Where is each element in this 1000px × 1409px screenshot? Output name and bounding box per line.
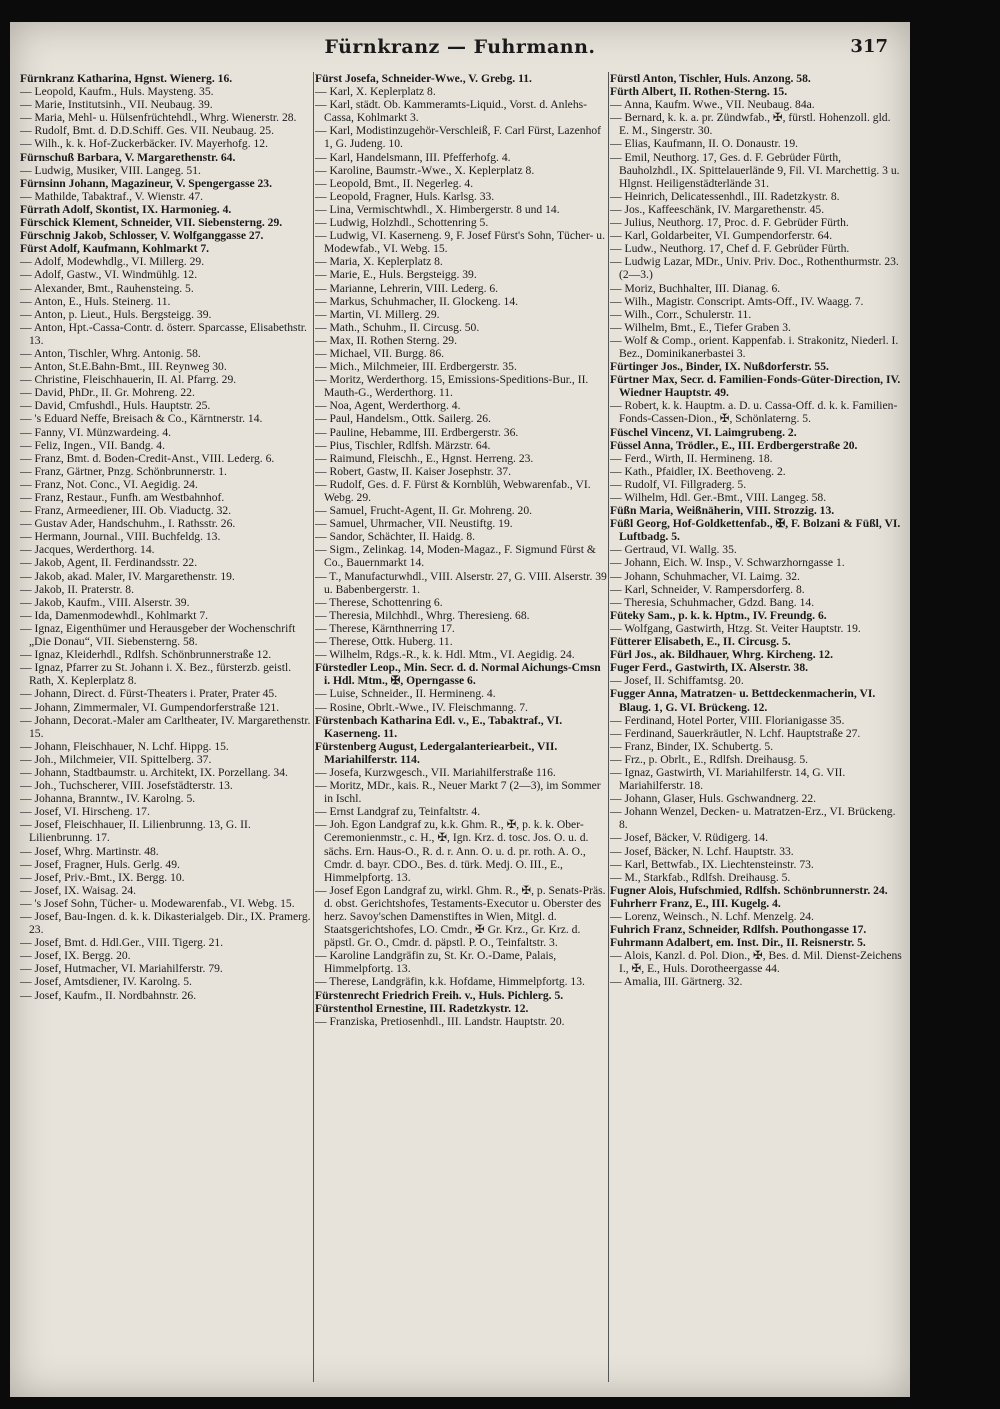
directory-entry: — Therese, Ottk. Huberg. 11. [315, 635, 453, 649]
directory-entry: Fürtinger Jos., Binder, IX. Nußdorferstr. 55. [610, 360, 829, 374]
directory-entry: — Josef, VI. Hirscheng. 17. [20, 805, 150, 819]
directory-entry: Fuhrmann Adalbert, em. Inst. Dir., II. Reisnerstr. 5. [610, 936, 866, 950]
column-divider [608, 72, 609, 1382]
directory-entry: — Johann, Eich. W. Insp., V. Schwarzhorngasse 1. [610, 556, 845, 570]
directory-entry: — Karoline, Baumstr.-Wwe., X. Keplerplatz 8. [315, 163, 535, 177]
directory-entry: Fürst Adolf, Kaufmann, Kohlmarkt 7. [20, 242, 210, 256]
directory-entry: — Wilh., k. k. Hof-Zuckerbäcker. IV. Mayerhofg. 12. [20, 137, 268, 151]
directory-entry: — Josef, IX. Waisag. 24. [20, 883, 137, 897]
directory-entry: — Theresia, Milchhdl., Whrg. Theresieng. 68. [315, 608, 530, 622]
directory-entry: — Mich., Milchmeier, III. Erdbergerstr. 35. [315, 360, 517, 374]
directory-entry: Fürth Albert, II. Rothen-Sterng. 15. [610, 85, 788, 99]
page-header [10, 36, 910, 64]
directory-entry: — Christine, Fleischhauerin, II. Al. Pfarrg. 29. [20, 373, 237, 387]
directory-entry: — Marianne, Lehrerin, VIII. Lederg. 6. [315, 281, 499, 295]
directory-entry: — Johann, Fleischhauer, N. Lchf. Hippg. 15. [20, 739, 229, 753]
directory-entry: — Markus, Schuhmacher, II. Glockeng. 14. [315, 294, 519, 308]
directory-entry: — Josef, Whrg. Martinstr. 48. [20, 844, 159, 858]
directory-entry: — Martin, VI. Millerg. 29. [315, 307, 440, 321]
directory-entry: Fürl Jos., ak. Bildhauer, Whrg. Kircheng. 12. [610, 648, 833, 662]
directory-entry: — Anton, p. Lieut., Huls. Bergsteigg. 39. [20, 307, 212, 321]
directory-entry: — Marie, E., Huls. Bergsteigg. 39. [315, 268, 477, 282]
directory-entry: — Rudolf, Bmt. d. D.D.Schiff. Ges. VII. Neubaug. 25. [20, 124, 274, 138]
directory-entry: — Karl, X. Keplerplatz 8. [315, 85, 436, 99]
directory-entry: — 's Eduard Neffe, Breisach & Co., Kärntnerstr. 14. [20, 412, 263, 426]
directory-entry: — Kath., Pfaidler, IX. Beethoveng. 2. [610, 464, 786, 478]
directory-entry: — Wilh., Magistr. Conscript. Amts-Off., IV. Waagg. 7. [610, 294, 864, 308]
running-head: Fürnkranz — Fuhrmann. [324, 36, 596, 58]
directory-entry: — Wolf & Comp., orient. Kappenfab. i. Strakonitz, Niederl. I. Bez., Dominikanerbastei 3. [610, 333, 899, 360]
directory-entry: — Pius, Tischler, Rdlfsh. Märzstr. 64. [315, 438, 491, 452]
directory-entry: — Karl, Goldarbeiter, VI. Gumpendorferstr. 64. [610, 229, 833, 243]
directory-entry: — Ferdinand, Sauerkräutler, N. Lchf. Hauptstraße 27. [610, 726, 861, 740]
directory-entry: — Marie, Institutsinh., VII. Neubaug. 39. [20, 98, 213, 112]
directory-entry: — Josef, Fleischhauer, II. Lilienbrunng. 13, G. II. Lilienbrunng. 17. [20, 818, 251, 845]
directory-entry: — Sigm., Zelinkag. 14, Moden-Magaz., F. Sigmund Fürst & Co., Bauernmarkt 14. [315, 543, 596, 570]
directory-entry: — Johann, Decorat.-Maler am Carltheater, IV. Margarethenstr. 15. [20, 713, 311, 740]
directory-entry: — Leopold, Bmt., II. Negerleg. 4. [315, 176, 474, 190]
directory-page [10, 22, 910, 1397]
directory-entry: Fuhrich Franz, Schneider, Rdlfsh. Pouthongasse 17. [610, 923, 867, 937]
directory-entry: — Ludwig, VI. Kaserneng. 9, F. Josef Fürst's Sohn, Tücher- u. Modewfab., VI. Webg. 15. [315, 229, 605, 256]
directory-entry: — Johann, Zimmermaler, VI. Gumpendorferstraße 121. [20, 700, 280, 714]
directory-entry: — Alexander, Bmt., Rauhensteing. 5. [20, 281, 194, 295]
directory-entry: — Alois, Kanzl. d. Pol. Dion., ✠, Bes. d. Mil. Dienst-Zeichens I., ✠, E., Huls. Dorotheergasse 44. [610, 949, 902, 976]
directory-entry: — Adolf, Modewhdlg., VI. Millerg. 29. [20, 255, 205, 269]
column-2 [315, 72, 608, 1382]
directory-entry: — Moritz, MDr., kais. R., Neuer Markt 7 (2—3), im Sommer in Ischl. [315, 779, 601, 806]
directory-entry: — Rudolf, VI. Fillgraderg. 5. [610, 477, 747, 491]
directory-entry: Füssel Anna, Trödler., E., III. Erdbergerstraße 20. [610, 438, 858, 452]
directory-entry: — Therese, Schottenring 6. [315, 595, 443, 609]
directory-entry: Füteky Sam., p. k. k. Hptm., IV. Freundg. 6. [610, 608, 827, 622]
directory-entry: Fürnschuß Barbara, V. Margarethenstr. 64. [20, 150, 236, 164]
directory-entry: — Johann, Stadtbaumstr. u. Architekt, IX. Porzellang. 34. [20, 765, 288, 779]
directory-entry: — 's Josef Sohn, Tücher- u. Modewarenfab., VI. Webg. 15. [20, 896, 295, 910]
directory-entry: — Elias, Kaufmann, II. O. Donaustr. 19. [610, 137, 799, 151]
directory-entry: — Paul, Handelsm., Ottk. Sailerg. 26. [315, 412, 491, 426]
directory-entry: — Ignaz, Pfarrer zu St. Johann i. X. Bez., fürsterzb. geistl. Rath, X. Keplerplatz 8. [20, 661, 292, 688]
directory-entry: — Robert, k. k. Hauptm. a. D. u. Cassa-Off. d. k. k. Familien-Fonds-Cassen-Dion., ✠, Schönlaterng. 5. [610, 399, 898, 426]
directory-entry: Fürschnig Jakob, Schlosser, V. Wolfganggasse 27. [20, 229, 264, 243]
directory-entry: Fürstenrecht Friedrich Freih. v., Huls. Pichlerg. 5. [315, 988, 564, 1002]
directory-entry: — Gustav Ader, Handschuhm., I. Rathsstr. 26. [20, 517, 236, 531]
directory-entry: — Franz, Armeediener, III. Ob. Viaductg. 32. [20, 504, 232, 518]
directory-entry: — Karl, städt. Ob. Kammeramts-Liquid., Vorst. d. Anlehs-Cassa, Kohlmarkt 3. [315, 98, 587, 125]
directory-entry: — David, Cmfushdl., Huls. Hauptstr. 25. [20, 399, 211, 413]
directory-entry: — Therese, Landgräfin, k.k. Hofdame, Himmelpfortg. 13. [315, 975, 585, 989]
directory-entry: — Bernard, k. k. a. pr. Zündwfab., ✠, fürstl. Hohenzoll. gld. E. M., Singerstr. 30. [610, 111, 891, 138]
directory-entry: Fürstenberg August, Ledergalanteriearbeit., VII. Mariahilferstr. 114. [315, 739, 558, 766]
directory-entry: Fürstedler Leop., Min. Secr. d. d. Normal Aichungs-Cmsn i. Hdl. Mtm., ✠, Operngasse 6. [315, 661, 601, 688]
directory-entry: Fürstenbach Katharina Edl. v., E., Tabaktraf., VI. Kaserneng. 11. [315, 713, 563, 740]
directory-entry: — M., Starkfab., Rdlfsh. Dreihausg. 5. [610, 870, 791, 884]
directory-entry: Füschel Vincenz, VI. Laimgrubeng. 2. [610, 425, 797, 439]
directory-entry: Füßn Maria, Weißnäherin, VIII. Strozzig. 13. [610, 504, 835, 518]
directory-entry: — Sandor, Schächter, II. Haidg. 8. [315, 530, 476, 544]
directory-entry: — Joh. Egon Landgraf zu, k.k. Ghm. R., ✠, p. k. k. Ober-Ceremonienmstr., c. H., ✠, Ign. Krz. d. tosc. Jos. O. u. d. sächs. Ern. Haus-O., R. d. r. Ann. O. u. d. pr. roth. A. O., Cmdr. d. bayr. CDO., Bes. d. türk. Medj. O. III., E., Himmelpfortg. 13. [315, 818, 589, 884]
column-1 [20, 72, 313, 1382]
directory-entry: — Josef, Kaufm., II. Nordbahnstr. 26. [20, 988, 197, 1002]
directory-entry: — Franz, Binder, IX. Schubertg. 5. [610, 739, 774, 753]
directory-entry: — Johann, Direct. d. Fürst-Theaters i. Prater, Prater 45. [20, 687, 278, 701]
directory-entry: Füßl Georg, Hof-Goldkettenfab., ✠, F. Bolzani & Füßl, VI. Luftbadg. 5. [610, 517, 901, 544]
directory-entry: — Jakob, Kaufm., VIII. Alserstr. 39. [20, 595, 190, 609]
directory-entry: Fugger Anna, Matratzen- u. Bettdeckenmacherin, VI. Blaug. 1, G. VI. Brückeng. 12. [610, 687, 876, 714]
directory-entry: — Wolfgang, Gastwirth, Htzg. St. Veiter Hauptstr. 19. [610, 621, 861, 635]
directory-entry: Fuger Ferd., Gastwirth, IX. Alserstr. 38. [610, 661, 809, 675]
directory-entry: Fürtner Max, Secr. d. Familien-Fonds-Güter-Direction, IV. Wiedner Hauptstr. 49. [610, 373, 901, 400]
directory-entry: — Jos., Kaffeeschänk, IV. Margarethenstr. 45. [610, 202, 825, 216]
directory-entry: — Ignaz, Gastwirth, VI. Mariahilferstr. 14, G. VII. Mariahilferstr. 18. [610, 765, 846, 793]
directory-entry: — Josef, Bäcker, V. Rüdigerg. 14. [610, 831, 768, 845]
directory-entry: — Fanny, VI. Münzwardeing. 4. [20, 425, 172, 439]
directory-entry: — Joh., Tuchscherer, VIII. Josefstädterstr. 13. [20, 779, 233, 793]
directory-entry: — Jakob, II. Praterstr. 8. [20, 582, 134, 596]
directory-entry: — Wilh., Corr., Schulerstr. 11. [610, 307, 752, 321]
directory-entry: — Ferd., Wirth, II. Hermineng. 18. [610, 451, 773, 465]
directory-entry: — Josef, Amtsdiener, IV. Karolng. 5. [20, 975, 192, 989]
directory-entry: — Moriz, Buchhalter, III. Dianag. 6. [610, 281, 781, 295]
directory-entry: — Karoline Landgräfin zu, St. Kr. O.-Dame, Palais, Himmelpfortg. 13. [315, 949, 557, 976]
directory-entry: Fürst Josefa, Schneider-Wwe., V. Grebg. 11. [315, 72, 532, 85]
directory-entry: — Pauline, Hebamme, III. Erdbergerstr. 36. [315, 425, 519, 439]
directory-entry: — Anton, St.E.Bahn-Bmt., III. Reynweg 30. [20, 360, 227, 374]
directory-entry: — Ignaz, Eigenthümer und Herausgeber der Wochenschrift „Die Donau“, VII. Siebensterng. 58. [20, 621, 296, 649]
directory-entry: — Lina, Vermischtwhdl., X. Himbergerstr. 8 und 14. [315, 202, 560, 216]
directory-entry: — Josef, Fragner, Huls. Gerlg. 49. [20, 857, 180, 871]
directory-entry: Fürnsinn Johann, Magazineur, V. Spengergasse 23. [20, 176, 272, 190]
directory-entry: — Johanna, Branntw., IV. Karolng. 5. [20, 792, 196, 806]
directory-entry: — Emil, Neuthorg. 17, Ges. d. F. Gebrüder Fürth, Bauholzhdl., IX. Spittelauerlände 9, Fil. VI. Marchettig. 3 u. Hlgnst. Heiligenstädterlände 31. [610, 150, 900, 190]
directory-entry: — Josef, Hutmacher, VI. Mariahilferstr. 79. [20, 962, 223, 976]
directory-entry: — T., Manufacturwhdl., VIII. Alserstr. 27, G. VIII. Alserstr. 39 u. Babenbergerstr. 1. [315, 569, 607, 596]
directory-entry: Fuhrherr Franz, E., III. Kugelg. 4. [610, 896, 781, 910]
page-number: 317 [850, 36, 888, 57]
directory-entry: — Anton, Hpt.-Cassa-Contr. d. österr. Sparcasse, Elisabethstr. 13. [20, 320, 307, 347]
directory-entry: — Ludwig, Holzhdl., Schottenring 5. [315, 216, 489, 230]
directory-entry: — Wilhelm, Bmt., E., Tiefer Graben 3. [610, 320, 791, 334]
directory-entry: — Jacques, Werderthorg. 14. [20, 543, 155, 557]
directory-entry: — Noa, Agent, Werderthorg. 4. [315, 399, 461, 413]
directory-entry: Fürschick Klement, Schneider, VII. Siebensterng. 29. [20, 216, 283, 230]
directory-entry: — Ida, Damenmodewhdl., Kohlmarkt 7. [20, 608, 209, 622]
directory-entry: — Samuel, Frucht-Agent, II. Gr. Mohreng. 20. [315, 504, 533, 518]
directory-entry: — Ignaz, Kleiderhdl., Rdlfsh. Schönbrunnerstraße 12. [20, 648, 272, 662]
directory-entry: — Johann, Glaser, Huls. Gschwandnerg. 22. [610, 792, 817, 806]
directory-entry: — Josef, Bmt. d. Hdl.Ger., VIII. Tigerg. 21. [20, 936, 224, 950]
directory-entry: — Karl, Handelsmann, III. Pfefferhofg. 4. [315, 150, 511, 164]
directory-entry: — Maria, Mehl- u. Hülsenfrüchtehdl., Whrg. Wienerstr. 28. [20, 111, 297, 125]
directory-entry: — Ludw., Neuthorg. 17, Chef d. F. Gebrüder Fürth. [610, 242, 850, 256]
directory-entry: — Samuel, Uhrmacher, VII. Neustiftg. 19. [315, 517, 513, 531]
directory-entry: — Rosine, Obrlt.-Wwe., IV. Fleischmanng. 7. [315, 700, 528, 714]
directory-entry: — Ludwig, Musiker, VIII. Langeg. 51. [20, 163, 201, 177]
directory-entry: — Rudolf, Ges. d. F. Fürst & Kornblüh, Webwarenfab., VI. Webg. 29. [315, 477, 591, 504]
directory-entry: — Ludwig Lazar, MDr., Univ. Priv. Doc., Rothenthurmstr. 23. (2—3.) [610, 255, 899, 282]
directory-entry: — Ferdinand, Hotel Porter, VIII. Florianigasse 35. [610, 713, 845, 727]
directory-entry: — Anton, Tischler, Whrg. Antonig. 58. [20, 346, 201, 360]
directory-columns [20, 72, 900, 1382]
directory-entry: — Karl, Modistinzugehör-Verschleiß, F. Carl Fürst, Lazenhof 1, G. Judeng. 10. [315, 124, 602, 151]
directory-entry: — Franz, Restaur., Funfh. am Westbahnhof. [20, 491, 225, 504]
directory-entry: — Heinrich, Delicatessenhdl., III. Radetzkystr. 8. [610, 189, 840, 203]
directory-entry: — Josef, Priv.-Bmt., IX. Bergg. 10. [20, 870, 185, 884]
directory-entry: — Josef, II. Schiffamtsg. 20. [610, 674, 744, 688]
directory-entry: — Julius, Neuthorg. 17, Proc. d. F. Gebrüder Fürth. [610, 216, 849, 230]
directory-entry: — Leopold, Fragner, Huls. Karlsg. 33. [315, 189, 495, 203]
directory-entry: — Maria, X. Keplerplatz 8. [315, 255, 443, 269]
directory-entry: — Jakob, akad. Maler, IV. Margarethenstr. 19. [20, 569, 235, 583]
directory-entry: — Adolf, Gastw., VI. Windmühlg. 12. [20, 268, 198, 282]
directory-entry: — Josef, IX. Bergg. 20. [20, 949, 131, 963]
directory-entry: — Theresia, Schuhmacher, Gdzd. Bang. 14. [610, 595, 815, 609]
directory-entry: — Karl, Bettwfab., IX. Liechtensteinstr. 73. [610, 857, 814, 871]
directory-entry: Fürstl Anton, Tischler, Huls. Anzong. 58. [610, 72, 811, 85]
directory-entry: — Johann Wenzel, Decken- u. Matratzen-Erz., VI. Brückeng. 8. [610, 805, 896, 832]
directory-entry: — Robert, Gastw, II. Kaiser Josephstr. 37. [315, 464, 511, 478]
directory-entry: — Therese, Kärnthnerring 17. [315, 621, 455, 635]
directory-entry: — Josefa, Kurzwgesch., VII. Mariahilferstraße 116. [315, 765, 556, 779]
directory-entry: Fürstenthol Ernestine, III. Radetzkystr. 12. [315, 1001, 529, 1015]
directory-entry: — Gertraud, VI. Wallg. 35. [610, 543, 737, 557]
directory-entry: — Math., Schuhm., II. Circusg. 50. [315, 320, 480, 334]
directory-entry: — Johann, Schuhmacher, VI. Laimg. 32. [610, 569, 800, 583]
directory-entry: — Franziska, Pretiosenhdl., III. Landstr. Hauptstr. 20. [315, 1014, 565, 1028]
directory-entry: — Raimund, Fleischh., E., Hgnst. Herreng. 23. [315, 451, 534, 465]
directory-entry: — Wilhelm, Rdgs.-R., k. k. Hdl. Mtm., VI. Aegidig. 24. [315, 648, 575, 662]
directory-entry: Fürrath Adolf, Skontist, IX. Harmonieg. 4. [20, 202, 232, 216]
directory-entry: — Feliz, Ingen., VII. Bandg. 4. [20, 438, 166, 452]
directory-entry: — Franz, Bmt. d. Boden-Credit-Anst., VIII. Lederg. 6. [20, 451, 275, 465]
directory-entry: — Joh., Milchmeier, VII. Spittelberg. 37. [20, 752, 212, 766]
directory-entry: — Ernst Landgraf zu, Teinfaltstr. 4. [315, 805, 481, 819]
directory-entry: — Michael, VII. Burgg. 86. [315, 346, 445, 360]
directory-entry: Fugner Alois, Hufschmied, Rdlfsh. Schönbrunnerstr. 24. [610, 883, 888, 897]
directory-entry: — Wilhelm, Hdl. Ger.-Bmt., VIII. Langeg. 58. [610, 491, 827, 504]
directory-entry: Fürnkranz Katharina, Hgnst. Wienerg. 16. [20, 72, 233, 85]
directory-entry: Fütterer Elisabeth, E., II. Circusg. 5. [610, 635, 791, 649]
directory-entry: — Anton, E., Huls. Steinerg. 11. [20, 294, 171, 308]
directory-entry: — Karl, Schneider, V. Rampersdorferg. 8. [610, 582, 805, 596]
directory-entry: — Mathilde, Tabaktraf., V. Wienstr. 47. [20, 189, 204, 203]
directory-entry: — David, PhDr., II. Gr. Mohreng. 22. [20, 386, 195, 400]
column-divider [313, 72, 314, 1382]
directory-entry: — Lorenz, Weinsch., N. Lchf. Menzelg. 24. [610, 910, 814, 923]
directory-entry: — Hermann, Journal., VIII. Buchfeldg. 13. [20, 530, 221, 544]
directory-entry: — Moritz, Werderthorg. 15, Emissions-Speditions-Bur., II. Mauth-G., Werderthorg. 11. [315, 373, 589, 400]
directory-entry: — Franz, Not. Conc., VI. Aegidig. 24. [20, 477, 198, 491]
directory-entry: — Josef, Bäcker, N. Lchf. Hauptstr. 33. [610, 844, 794, 858]
directory-entry: — Franz, Gärtner, Pnzg. Schönbrunnerstr. 1. [20, 464, 227, 478]
directory-entry: — Anna, Kaufm. Wwe., VII. Neubaug. 84a. [610, 98, 815, 112]
directory-entry: — Frz., p. Obrlt., E., Rdlfsh. Dreihausg. 5. [610, 752, 809, 766]
directory-entry: — Amalia, III. Gärtnerg. 32. [610, 975, 743, 989]
directory-entry: — Leopold, Kaufm., Huls. Maysteng. 35. [20, 85, 214, 99]
column-3 [610, 72, 903, 1382]
directory-entry: — Josef, Bau-Ingen. d. k. k. Dikasterialgeb. Dir., IX. Pramerg. 23. [20, 910, 311, 937]
directory-entry: — Luise, Schneider., II. Hermineng. 4. [315, 687, 496, 701]
directory-entry: — Max, II. Rothen Sterng. 29. [315, 333, 458, 347]
directory-entry: — Jakob, Agent, II. Ferdinandsstr. 22. [20, 556, 198, 570]
directory-entry: — Josef Egon Landgraf zu, wirkl. Ghm. R., ✠, p. Senats-Präs. d. obst. Gerichtshofes, Testaments-Executor u. Oberster des herz. Savoy'schen Damenstiftes in Wien, Mitgl. d. Staatsgerichtshofes, LO. Cmdr., ✠ Gr. Krz., Gr. Krz. d. päpstl. Gr. O., Cmdr. d. päpstl. P. O., Teinfaltstr. 3. [315, 883, 606, 950]
